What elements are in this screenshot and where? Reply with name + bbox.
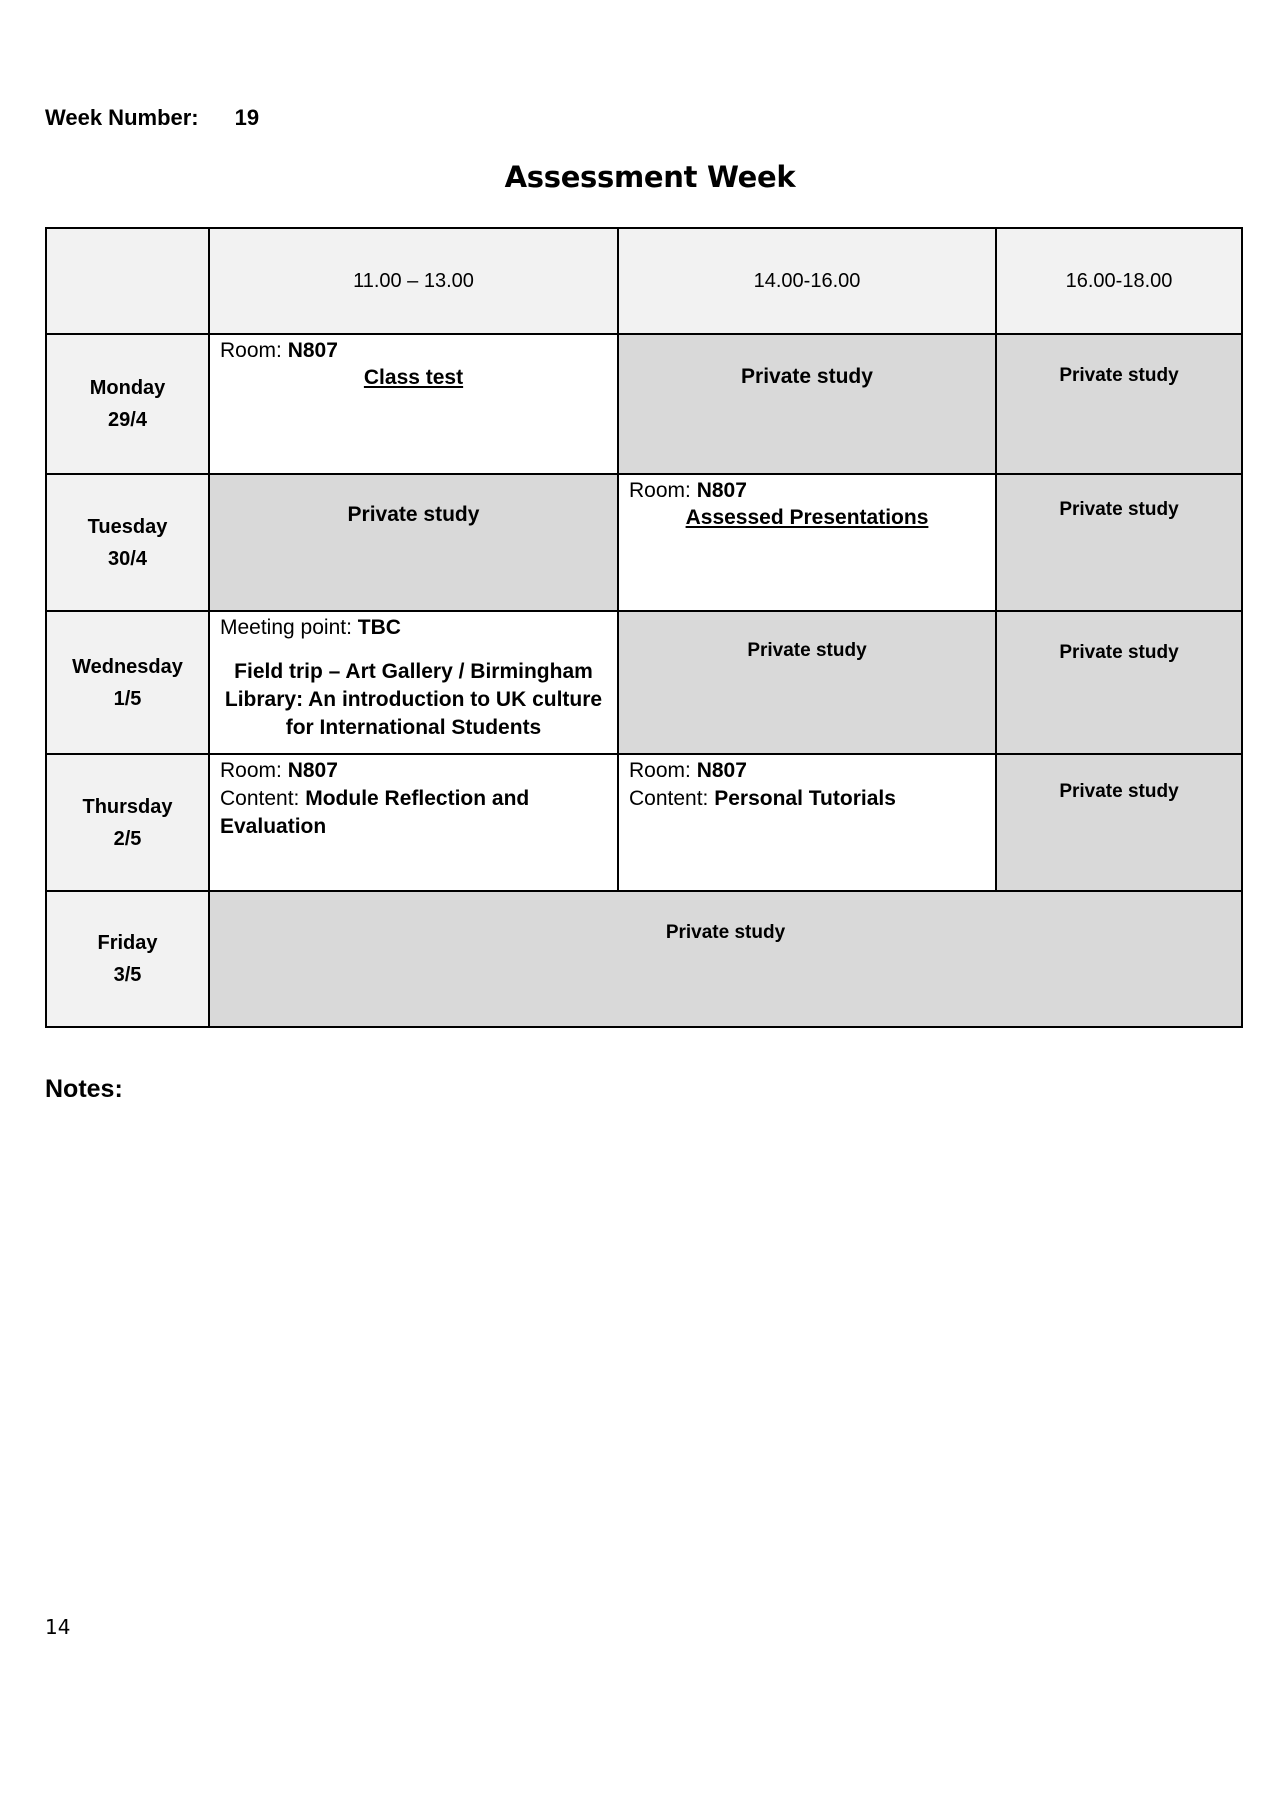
day-date: 29/4 <box>108 409 147 431</box>
room-value: N807 <box>287 339 338 362</box>
day-date: 3/5 <box>113 964 142 986</box>
table-row-wednesday <box>46 611 1242 754</box>
content-label: Content: <box>220 787 306 810</box>
room-line <box>210 755 617 785</box>
day-name: Tuesday <box>87 515 168 538</box>
meeting-point-line <box>210 612 617 642</box>
day-cell-wednesday <box>46 611 209 754</box>
slot-cell <box>209 334 618 474</box>
slot-cell <box>618 474 996 611</box>
room-value: N807 <box>696 479 747 502</box>
slot-cell <box>209 754 618 891</box>
day-name: Friday <box>97 932 158 954</box>
room-label: Room: <box>220 759 288 782</box>
private-study-text: Private study <box>1059 499 1179 520</box>
header-cell-slot-2: 14.00-16.00 <box>618 228 996 334</box>
room-value: N807 <box>696 759 747 782</box>
slot-cell <box>996 474 1242 611</box>
day-date: 30/4 <box>108 547 147 570</box>
session-title: Assessed Presentations <box>685 506 929 529</box>
room-label: Room: <box>629 759 697 782</box>
header-cell-empty <box>46 228 209 334</box>
meeting-point-value: TBC <box>357 616 401 639</box>
day-cell-monday <box>46 334 209 474</box>
slot-cell <box>996 334 1242 474</box>
slot-cell <box>209 611 618 754</box>
header-cell-slot-1: 11.00 – 13.00 <box>209 228 618 334</box>
slot-cell <box>618 334 996 474</box>
day-cell-tuesday <box>46 474 209 611</box>
private-study-text: Private study <box>1059 642 1179 663</box>
week-number-value: 19 <box>234 105 260 130</box>
meeting-point-label: Meeting point: <box>220 616 358 639</box>
room-label: Room: <box>220 339 288 362</box>
content-value: Personal Tutorials <box>714 787 896 810</box>
notes-label: Notes: <box>45 1075 123 1103</box>
content-label: Content: <box>629 787 715 810</box>
table-row-monday <box>46 334 1242 474</box>
day-name: Wednesday <box>72 655 183 678</box>
room-line <box>619 755 995 785</box>
slot-cell <box>996 611 1242 754</box>
room-value: N807 <box>287 759 338 782</box>
week-number-label: Week Number: <box>45 105 199 130</box>
private-study-text: Private study <box>347 503 480 526</box>
day-date: 2/5 <box>113 827 142 850</box>
content-line <box>619 785 995 813</box>
room-label: Room: <box>629 479 697 502</box>
room-line <box>619 475 995 505</box>
day-cell-thursday <box>46 754 209 891</box>
slot-cell <box>618 611 996 754</box>
timetable <box>45 227 1243 1028</box>
private-study-text: Private study <box>1059 781 1179 802</box>
day-cell-friday <box>46 891 209 1027</box>
table-row-tuesday <box>46 474 1242 611</box>
slot-cell <box>996 754 1242 891</box>
private-study-text: Private study <box>747 640 867 661</box>
page-number: 14 <box>45 1615 71 1639</box>
day-name: Thursday <box>82 795 173 818</box>
private-study-text: Private study <box>741 365 873 388</box>
session-title: Class test <box>363 366 464 389</box>
content-value: Module Reflection and Evaluation <box>220 787 530 838</box>
field-trip-description: Field trip – Art Gallery / Birmingham Library: An introduction to UK culture for International Students <box>224 660 603 739</box>
slot-cell <box>209 474 618 611</box>
table-row-friday <box>46 891 1242 1027</box>
page-title: Assessment Week <box>504 160 796 194</box>
room-line <box>210 335 617 365</box>
table-header-row <box>46 228 1242 334</box>
day-name: Monday <box>89 377 166 399</box>
header-cell-slot-3: 16.00-18.00 <box>996 228 1242 334</box>
private-study-text: Private study <box>665 922 786 943</box>
private-study-text: Private study <box>1059 365 1179 386</box>
week-number <box>45 105 259 131</box>
content-line <box>210 785 617 841</box>
slot-cell <box>618 754 996 891</box>
day-date: 1/5 <box>113 687 142 710</box>
slot-cell-full-day <box>209 891 1242 1027</box>
table-row-thursday <box>46 754 1242 891</box>
